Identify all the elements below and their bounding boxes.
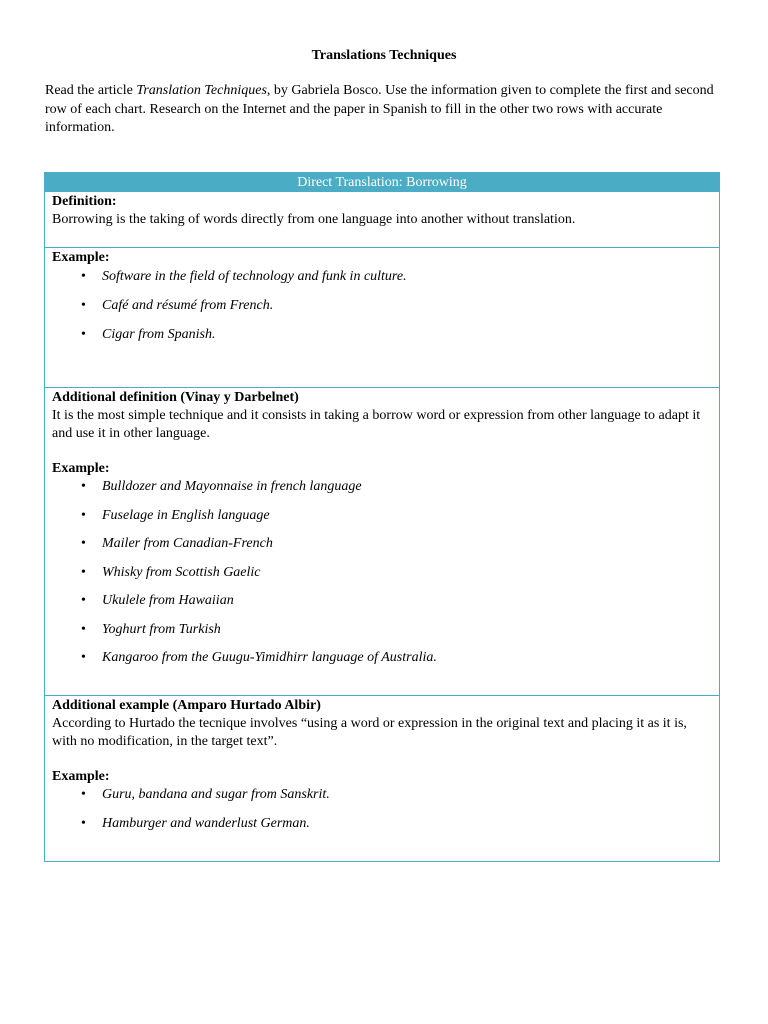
definition-label: Definition: — [52, 194, 117, 209]
additional-example-list — [52, 781, 712, 838]
example-list — [52, 262, 712, 349]
list-item: • Kangaroo from the Guugu-Yimidhirr language of Australia. — [102, 644, 712, 673]
intro-text-pre: Read the article — [45, 83, 137, 98]
list-item: • Whisky from Scottish Gaelic — [102, 559, 712, 588]
intro-article-title: Translation Techniques — [136, 83, 267, 98]
list-item: • Fuselage in English language — [102, 502, 712, 531]
definition-cell — [45, 192, 719, 247]
list-item: • Yoghurt from Turkish — [102, 616, 712, 645]
additional-definition-example-list — [52, 473, 712, 673]
example-cell — [45, 247, 719, 387]
list-item: • Cigar from Spanish. — [102, 320, 712, 349]
additional-example-cell — [45, 695, 719, 861]
list-item: • Bulldozer and Mayonnaise in french language — [102, 473, 712, 502]
intro-paragraph — [45, 82, 725, 138]
additional-definition-text: It is the most simple technique and it consists in taking a borrow word or expression from other language to adapt it and use it in other language. — [52, 408, 701, 441]
list-item: • Ukulele from Hawaiian — [102, 587, 712, 616]
additional-example-text: According to Hurtado the tecnique involves “using a word or expression in the original text and placing it as it is, with no modification, in the target text”. — [52, 716, 687, 749]
additional-definition-example-label: Example: — [52, 461, 110, 476]
list-item: • Mailer from Canadian-French — [102, 530, 712, 559]
list-item: • Guru, bandana and sugar from Sanskrit. — [102, 781, 712, 810]
additional-definition-cell — [45, 387, 719, 695]
list-item: • Café and résumé from French. — [102, 291, 712, 320]
intro-text-post: , by Gabriela Bosco. Use the information given to complete the first and second row of each chart. Research on the Internet and the paper in Spanish to fill in the other two rows with accurate information. — [45, 83, 714, 135]
borrowing-chart — [44, 172, 720, 862]
list-item: • Hamburger and wanderlust German. — [102, 810, 712, 839]
definition-text: Borrowing is the taking of words directly from one language into another without translation. — [52, 212, 576, 227]
additional-definition-label: Additional definition (Vinay y Darbelnet) — [52, 390, 299, 405]
chart-header: Direct Translation: Borrowing — [45, 173, 719, 192]
example-label: Example: — [52, 250, 110, 265]
list-item: • Software in the field of technology and funk in culture. — [102, 262, 712, 291]
page-title: Translations Techniques — [311, 48, 457, 63]
additional-example-label: Additional example (Amparo Hurtado Albir) — [52, 698, 321, 713]
additional-example-example-label: Example: — [52, 769, 110, 784]
